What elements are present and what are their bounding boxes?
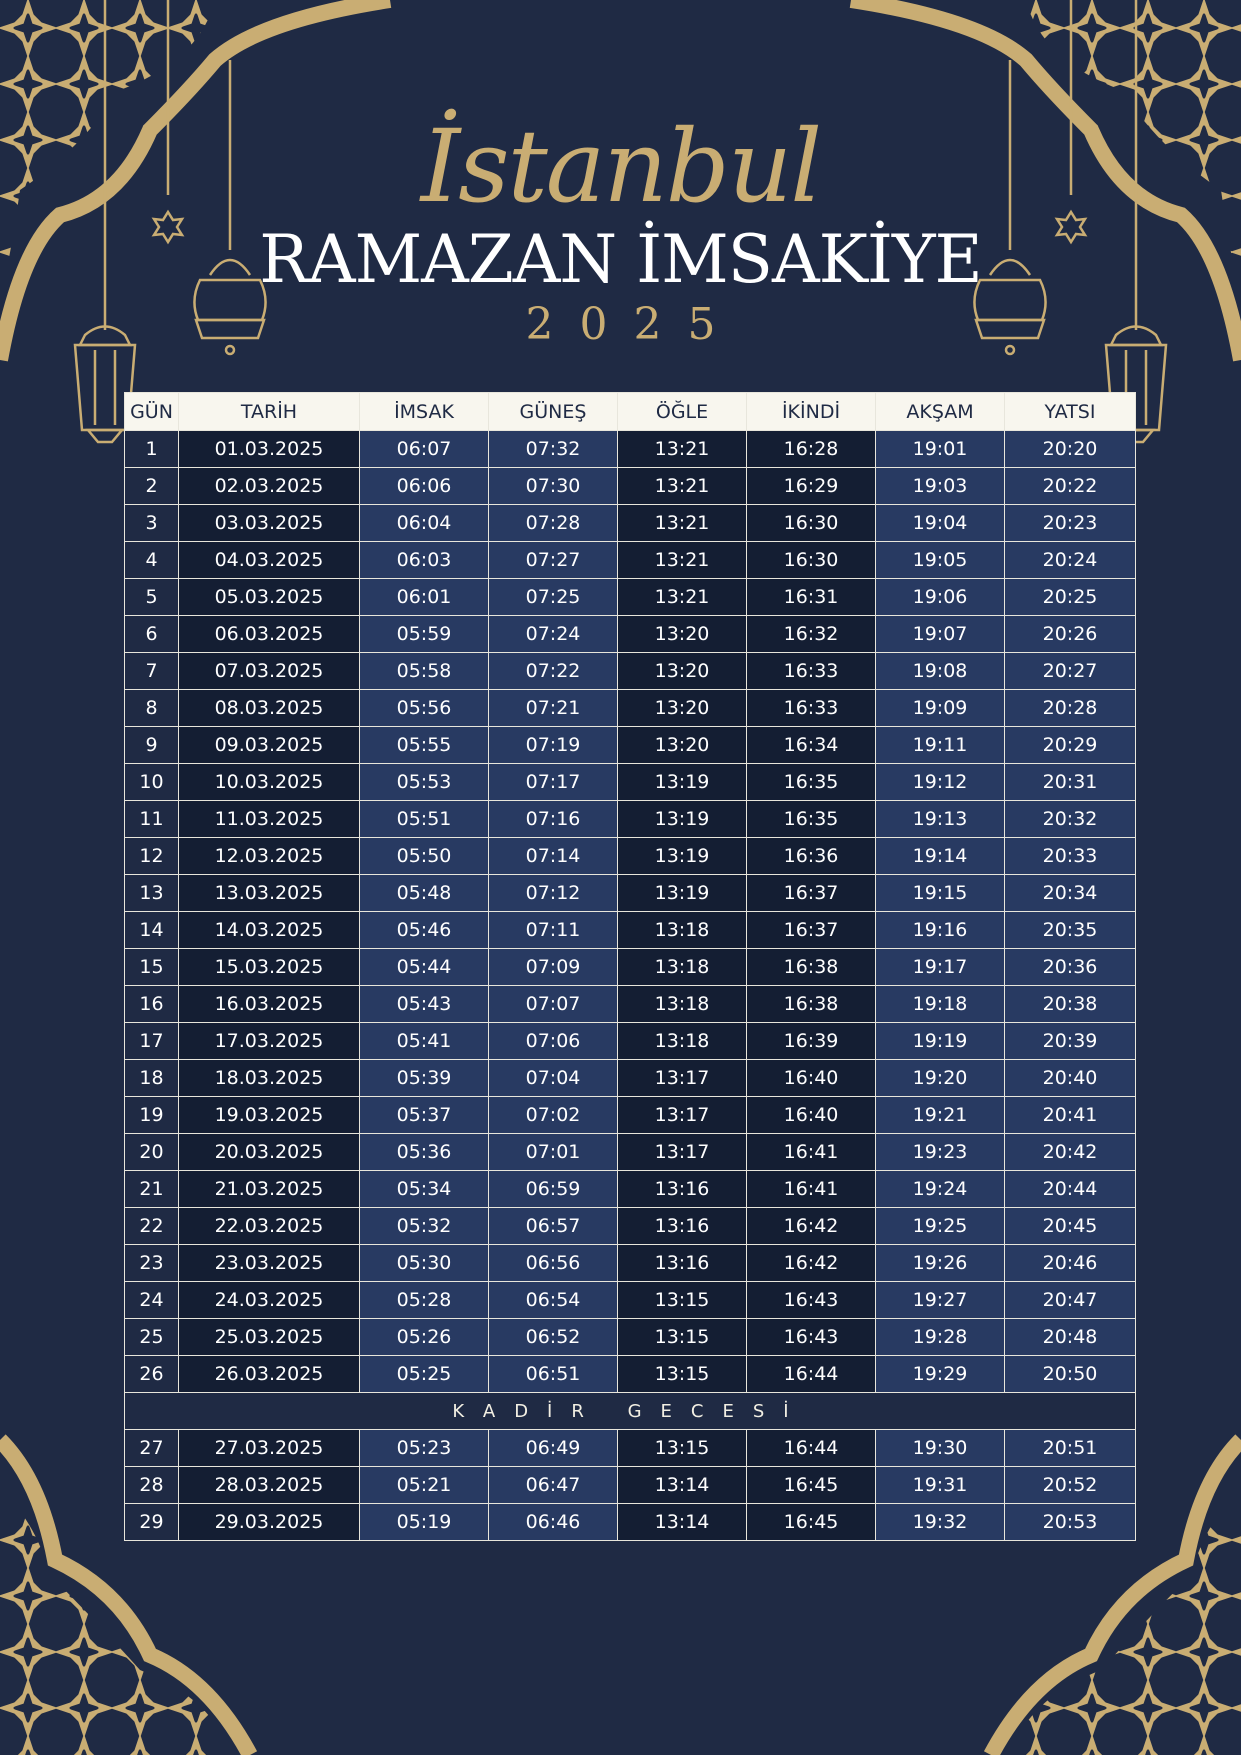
table-cell: 05:25 — [360, 1356, 489, 1393]
table-cell: 19:29 — [876, 1356, 1005, 1393]
table-cell: 13:19 — [618, 838, 747, 875]
table-cell: 16:41 — [747, 1134, 876, 1171]
table-row — [125, 1134, 1136, 1171]
table-cell: 07:17 — [489, 764, 618, 801]
table-cell: 19:16 — [876, 912, 1005, 949]
table-cell: 9 — [125, 727, 179, 764]
table-cell: 20:36 — [1005, 949, 1136, 986]
table-cell: 19:06 — [876, 579, 1005, 616]
table-cell: 20:52 — [1005, 1467, 1136, 1504]
table-cell: 19:30 — [876, 1430, 1005, 1467]
table-cell: 20:35 — [1005, 912, 1136, 949]
table-cell: 16 — [125, 986, 179, 1023]
table-cell: 19:08 — [876, 653, 1005, 690]
table-cell: 13:15 — [618, 1319, 747, 1356]
table-row — [125, 1171, 1136, 1208]
table-cell: 20:33 — [1005, 838, 1136, 875]
table-cell: 07:06 — [489, 1023, 618, 1060]
table-row — [125, 1060, 1136, 1097]
table-cell: 03.03.2025 — [179, 505, 360, 542]
table-row — [125, 579, 1136, 616]
table-cell: 16:39 — [747, 1023, 876, 1060]
table-cell: 20:23 — [1005, 505, 1136, 542]
table-cell: 16:28 — [747, 431, 876, 468]
table-cell: 3 — [125, 505, 179, 542]
table-cell: 05:34 — [360, 1171, 489, 1208]
table-cell: 13:20 — [618, 727, 747, 764]
table-cell: 06:59 — [489, 1171, 618, 1208]
table-cell: 06:49 — [489, 1430, 618, 1467]
table-cell: 28.03.2025 — [179, 1467, 360, 1504]
table-cell: 19 — [125, 1097, 179, 1134]
table-row — [125, 542, 1136, 579]
table-cell: 07:21 — [489, 690, 618, 727]
table-cell: 05:37 — [360, 1097, 489, 1134]
table-cell: 06:07 — [360, 431, 489, 468]
table-cell: 05:44 — [360, 949, 489, 986]
table-row — [125, 801, 1136, 838]
table-cell: 20:47 — [1005, 1282, 1136, 1319]
table-cell: 04.03.2025 — [179, 542, 360, 579]
table-cell: 21.03.2025 — [179, 1171, 360, 1208]
table-cell: 20:22 — [1005, 468, 1136, 505]
table-cell: 07:28 — [489, 505, 618, 542]
table-cell: 20:48 — [1005, 1319, 1136, 1356]
table-cell: 19:07 — [876, 616, 1005, 653]
table-cell: 06:46 — [489, 1504, 618, 1541]
table-cell: 10 — [125, 764, 179, 801]
table-cell: 20:41 — [1005, 1097, 1136, 1134]
table-row — [125, 764, 1136, 801]
table-cell: 16:41 — [747, 1171, 876, 1208]
table-cell: 22.03.2025 — [179, 1208, 360, 1245]
table-cell: 07:14 — [489, 838, 618, 875]
table-cell: 19:13 — [876, 801, 1005, 838]
table-cell: 20:24 — [1005, 542, 1136, 579]
table-cell: 20:46 — [1005, 1245, 1136, 1282]
table-cell: 19:09 — [876, 690, 1005, 727]
table-cell: 29 — [125, 1504, 179, 1541]
table-cell: 19:20 — [876, 1060, 1005, 1097]
table-cell: 24.03.2025 — [179, 1282, 360, 1319]
table-cell: 05:43 — [360, 986, 489, 1023]
table-cell: 16:29 — [747, 468, 876, 505]
table-cell: 20:51 — [1005, 1430, 1136, 1467]
table-cell: 13:18 — [618, 1023, 747, 1060]
table-cell: 19:21 — [876, 1097, 1005, 1134]
table-cell: 15 — [125, 949, 179, 986]
column-header: İMSAK — [360, 393, 489, 431]
table-cell: 16:30 — [747, 542, 876, 579]
table-cell: 13:14 — [618, 1467, 747, 1504]
table-row — [125, 505, 1136, 542]
table-row — [125, 875, 1136, 912]
table-cell: 05:19 — [360, 1504, 489, 1541]
table-cell: 19:12 — [876, 764, 1005, 801]
table-cell: 16:42 — [747, 1208, 876, 1245]
table-cell: 20:26 — [1005, 616, 1136, 653]
column-header: TARİH — [179, 393, 360, 431]
table-cell: 05:21 — [360, 1467, 489, 1504]
table-cell: 20:25 — [1005, 579, 1136, 616]
column-header: GÜN — [125, 393, 179, 431]
table-cell: 22 — [125, 1208, 179, 1245]
table-cell: 26.03.2025 — [179, 1356, 360, 1393]
table-cell: 16:34 — [747, 727, 876, 764]
table-cell: 07:16 — [489, 801, 618, 838]
table-cell: 16:42 — [747, 1245, 876, 1282]
table-cell: 19:27 — [876, 1282, 1005, 1319]
table-cell: 21 — [125, 1171, 179, 1208]
table-cell: 07:32 — [489, 431, 618, 468]
table-cell: 06:47 — [489, 1467, 618, 1504]
table-cell: 19:23 — [876, 1134, 1005, 1171]
table-cell: 06:03 — [360, 542, 489, 579]
table-cell: 26 — [125, 1356, 179, 1393]
table-cell: 08.03.2025 — [179, 690, 360, 727]
table-row — [125, 912, 1136, 949]
table-cell: 20:39 — [1005, 1023, 1136, 1060]
table-cell: 13:16 — [618, 1171, 747, 1208]
table-cell: 06:56 — [489, 1245, 618, 1282]
table-cell: 06:57 — [489, 1208, 618, 1245]
table-cell: 13:15 — [618, 1282, 747, 1319]
table-cell: 20:31 — [1005, 764, 1136, 801]
table-cell: 19:32 — [876, 1504, 1005, 1541]
table-cell: 20:50 — [1005, 1356, 1136, 1393]
table-row — [125, 431, 1136, 468]
table-cell: 20:28 — [1005, 690, 1136, 727]
table-cell: 14 — [125, 912, 179, 949]
table-cell: 23 — [125, 1245, 179, 1282]
table-row — [125, 1319, 1136, 1356]
table-cell: 19.03.2025 — [179, 1097, 360, 1134]
table-cell: 12.03.2025 — [179, 838, 360, 875]
column-header: ÖĞLE — [618, 393, 747, 431]
table-cell: 20:53 — [1005, 1504, 1136, 1541]
table-cell: 19:28 — [876, 1319, 1005, 1356]
table-cell: 13:20 — [618, 690, 747, 727]
table-cell: 06:06 — [360, 468, 489, 505]
table-cell: 19:14 — [876, 838, 1005, 875]
table-cell: 16:45 — [747, 1467, 876, 1504]
table-cell: 16:43 — [747, 1282, 876, 1319]
table-cell: 13:18 — [618, 949, 747, 986]
table-cell: 19:05 — [876, 542, 1005, 579]
table-cell: 19:18 — [876, 986, 1005, 1023]
table-cell: 13:16 — [618, 1245, 747, 1282]
table-cell: 07:07 — [489, 986, 618, 1023]
table-cell: 20:27 — [1005, 653, 1136, 690]
table-cell: 07:04 — [489, 1060, 618, 1097]
table-cell: 19:04 — [876, 505, 1005, 542]
table-cell: 20:29 — [1005, 727, 1136, 764]
table-cell: 13:17 — [618, 1134, 747, 1171]
table-cell: 05:46 — [360, 912, 489, 949]
table-row — [125, 616, 1136, 653]
table-cell: 05:23 — [360, 1430, 489, 1467]
table-row — [125, 1023, 1136, 1060]
table-cell: 05:59 — [360, 616, 489, 653]
table-row — [125, 1245, 1136, 1282]
table-cell: 06:51 — [489, 1356, 618, 1393]
table-cell: 07:27 — [489, 542, 618, 579]
table-cell: 05:58 — [360, 653, 489, 690]
table-cell: 07:12 — [489, 875, 618, 912]
table-cell: 28 — [125, 1467, 179, 1504]
table-cell: 07:19 — [489, 727, 618, 764]
table-cell: 05:36 — [360, 1134, 489, 1171]
table-cell: 27.03.2025 — [179, 1430, 360, 1467]
table-cell: 07:30 — [489, 468, 618, 505]
table-cell: 19:17 — [876, 949, 1005, 986]
table-cell: 16:44 — [747, 1430, 876, 1467]
table-cell: 16:37 — [747, 912, 876, 949]
table-row — [125, 690, 1136, 727]
table-row — [125, 653, 1136, 690]
table-cell: 05:28 — [360, 1282, 489, 1319]
table-cell: 19:25 — [876, 1208, 1005, 1245]
table-cell: 16.03.2025 — [179, 986, 360, 1023]
table-cell: 19:26 — [876, 1245, 1005, 1282]
table-cell: 13:17 — [618, 1097, 747, 1134]
table-cell: 15.03.2025 — [179, 949, 360, 986]
table-cell: 13:21 — [618, 468, 747, 505]
table-cell: 16:40 — [747, 1060, 876, 1097]
table-cell: 13:18 — [618, 912, 747, 949]
table-cell: 16:36 — [747, 838, 876, 875]
table-cell: 8 — [125, 690, 179, 727]
table-cell: 20:44 — [1005, 1171, 1136, 1208]
table-cell: 6 — [125, 616, 179, 653]
table-cell: 05:30 — [360, 1245, 489, 1282]
table-cell: 16:33 — [747, 653, 876, 690]
table-row — [125, 1282, 1136, 1319]
table-cell: 06:04 — [360, 505, 489, 542]
table-cell: 13:14 — [618, 1504, 747, 1541]
table-cell: 1 — [125, 431, 179, 468]
table-row — [125, 1430, 1136, 1467]
table-cell: 20:20 — [1005, 431, 1136, 468]
table-header-row — [125, 393, 1136, 431]
table-cell: 13:21 — [618, 505, 747, 542]
table-cell: 06:52 — [489, 1319, 618, 1356]
table-cell: 19:11 — [876, 727, 1005, 764]
table-cell: 13:15 — [618, 1430, 747, 1467]
table-cell: 20:45 — [1005, 1208, 1136, 1245]
table-cell: 05:41 — [360, 1023, 489, 1060]
table-cell: 16:37 — [747, 875, 876, 912]
table-cell: 4 — [125, 542, 179, 579]
table-cell: 06.03.2025 — [179, 616, 360, 653]
table-cell: 14.03.2025 — [179, 912, 360, 949]
table-cell: 23.03.2025 — [179, 1245, 360, 1282]
table-cell: 12 — [125, 838, 179, 875]
table-cell: 13:21 — [618, 431, 747, 468]
table-cell: 05:51 — [360, 801, 489, 838]
table-cell: 16:31 — [747, 579, 876, 616]
table-row — [125, 1504, 1136, 1541]
table-cell: 20:38 — [1005, 986, 1136, 1023]
table-cell: 05:48 — [360, 875, 489, 912]
table-row — [125, 986, 1136, 1023]
table-cell: 16:30 — [747, 505, 876, 542]
table-cell: 16:45 — [747, 1504, 876, 1541]
table-cell: 29.03.2025 — [179, 1504, 360, 1541]
table-cell: 24 — [125, 1282, 179, 1319]
table-cell: 05:55 — [360, 727, 489, 764]
table-cell: 11.03.2025 — [179, 801, 360, 838]
year-label: 2025 — [525, 299, 742, 350]
table-cell: 16:44 — [747, 1356, 876, 1393]
imsakiye-table — [124, 392, 1136, 1541]
table-cell: 16:35 — [747, 764, 876, 801]
table-cell: 18 — [125, 1060, 179, 1097]
kadir-gecesi-row — [125, 1393, 1136, 1430]
table-cell: 13:19 — [618, 764, 747, 801]
table-cell: 19:24 — [876, 1171, 1005, 1208]
table-cell: 09.03.2025 — [179, 727, 360, 764]
table-cell: 13:19 — [618, 801, 747, 838]
table-cell: 05.03.2025 — [179, 579, 360, 616]
table-cell: 05:50 — [360, 838, 489, 875]
table-cell: 07:01 — [489, 1134, 618, 1171]
table-cell: 25 — [125, 1319, 179, 1356]
table-cell: 20:42 — [1005, 1134, 1136, 1171]
table-row — [125, 1097, 1136, 1134]
table-cell: 19:19 — [876, 1023, 1005, 1060]
table-cell: 16:38 — [747, 986, 876, 1023]
table-cell: 5 — [125, 579, 179, 616]
table-row — [125, 727, 1136, 764]
table-cell: 13:17 — [618, 1060, 747, 1097]
table-cell: 16:33 — [747, 690, 876, 727]
table-cell: 20.03.2025 — [179, 1134, 360, 1171]
table-cell: 25.03.2025 — [179, 1319, 360, 1356]
table-cell: 7 — [125, 653, 179, 690]
table-cell: 27 — [125, 1430, 179, 1467]
table-cell: 17 — [125, 1023, 179, 1060]
table-cell: 20:34 — [1005, 875, 1136, 912]
page-title: RAMAZAN İMSAKİYE — [259, 221, 982, 298]
table-cell: 07:25 — [489, 579, 618, 616]
table-cell: 05:53 — [360, 764, 489, 801]
table-cell: 07:09 — [489, 949, 618, 986]
table-cell: 18.03.2025 — [179, 1060, 360, 1097]
table-cell: 2 — [125, 468, 179, 505]
table-cell: 13:21 — [618, 579, 747, 616]
table-cell: 16:40 — [747, 1097, 876, 1134]
table-cell: 20:32 — [1005, 801, 1136, 838]
table-cell: 16:43 — [747, 1319, 876, 1356]
table-cell: 07:11 — [489, 912, 618, 949]
table-cell: 19:03 — [876, 468, 1005, 505]
table-cell: 11 — [125, 801, 179, 838]
table-row — [125, 1208, 1136, 1245]
column-header: İKİNDİ — [747, 393, 876, 431]
table-cell: 05:26 — [360, 1319, 489, 1356]
table-cell: 13 — [125, 875, 179, 912]
table-cell: 13:18 — [618, 986, 747, 1023]
table-row — [125, 468, 1136, 505]
table-cell: 07:02 — [489, 1097, 618, 1134]
table-cell: 19:31 — [876, 1467, 1005, 1504]
table-cell: 05:56 — [360, 690, 489, 727]
table-cell: 05:32 — [360, 1208, 489, 1245]
column-header: AKŞAM — [876, 393, 1005, 431]
kadir-gecesi-label: KADİR GECESİ — [125, 1393, 1136, 1430]
table-cell: 19:01 — [876, 431, 1005, 468]
column-header: YATSI — [1005, 393, 1136, 431]
city-name: İstanbul — [420, 108, 821, 225]
table-cell: 10.03.2025 — [179, 764, 360, 801]
table-cell: 13:19 — [618, 875, 747, 912]
table-cell: 07:24 — [489, 616, 618, 653]
table-cell: 13.03.2025 — [179, 875, 360, 912]
table-cell: 16:32 — [747, 616, 876, 653]
table-cell: 02.03.2025 — [179, 468, 360, 505]
table-cell: 17.03.2025 — [179, 1023, 360, 1060]
table-row — [125, 838, 1136, 875]
table-cell: 13:15 — [618, 1356, 747, 1393]
table-row — [125, 1467, 1136, 1504]
table-cell: 16:35 — [747, 801, 876, 838]
table-cell: 07:22 — [489, 653, 618, 690]
table-cell: 06:54 — [489, 1282, 618, 1319]
table-cell: 13:21 — [618, 542, 747, 579]
table-cell: 20:40 — [1005, 1060, 1136, 1097]
table-row — [125, 1356, 1136, 1393]
table-cell: 07.03.2025 — [179, 653, 360, 690]
table-cell: 13:16 — [618, 1208, 747, 1245]
table-cell: 20 — [125, 1134, 179, 1171]
table-cell: 06:01 — [360, 579, 489, 616]
table-cell: 13:20 — [618, 616, 747, 653]
table-cell: 19:15 — [876, 875, 1005, 912]
table-row — [125, 949, 1136, 986]
table-cell: 01.03.2025 — [179, 431, 360, 468]
table-cell: 13:20 — [618, 653, 747, 690]
table-cell: 05:39 — [360, 1060, 489, 1097]
column-header: GÜNEŞ — [489, 393, 618, 431]
table-cell: 16:38 — [747, 949, 876, 986]
